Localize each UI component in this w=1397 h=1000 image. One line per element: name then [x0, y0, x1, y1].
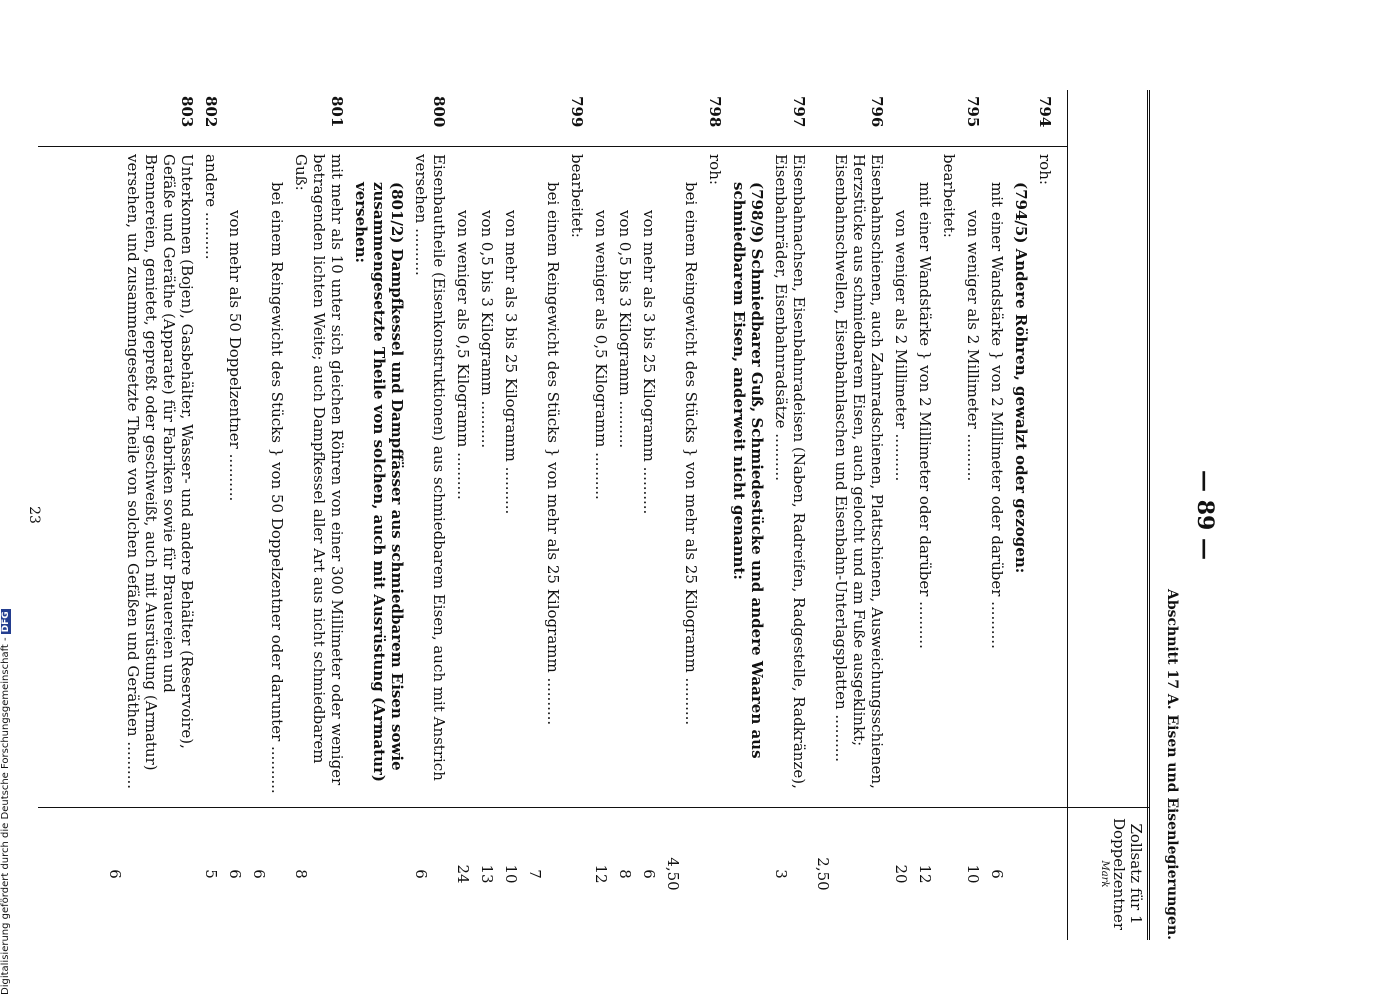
table-row [934, 90, 958, 940]
duty-column-header [1068, 807, 1150, 940]
tariff-description: (794/5) Andere Röhren, gewalzt oder gezogen: [1012, 182, 1030, 574]
duty-rate: 5 [202, 869, 220, 879]
table-row [448, 90, 472, 940]
table-row [346, 90, 406, 940]
table-row [634, 90, 658, 940]
table-row [808, 90, 886, 940]
page-header [1158, 90, 1218, 940]
table-row [658, 90, 700, 940]
table-row [406, 90, 448, 940]
duty-rate: 10 [964, 864, 982, 884]
table-row [886, 90, 910, 940]
tariff-description: von mehr als 50 Doppelzentner .......... [226, 210, 244, 502]
tariff-description: von weniger als 2 Millimeter .......... [964, 210, 982, 482]
duty-rate: 10 [502, 864, 520, 884]
tariff-description: mit einer Wandstärke } von 2 Millimeter oder darüber .......... [988, 182, 1006, 649]
tariff-description: mit mehr als 10 unter sich gleichen Röhren von einer 300 Millimeter oder weniger betragenden lichten Weite; auch Dampfkessel aller Art aus nicht schmiedbarem Guß: [292, 154, 346, 786]
tariff-number: 800 [430, 96, 448, 128]
duty-rate: 20 [892, 864, 910, 884]
tariff-number: 795 [964, 96, 982, 128]
tariff-description: Eisenbautheile (Eisenkonstruktionen) aus schmiedbarem Eisen, auch mit Anstrich versehen .......... [412, 154, 448, 781]
tariff-number: 803 [178, 96, 196, 128]
table-row [586, 90, 610, 940]
duty-column-label: Zollsatz für 1 Doppelzentner [1110, 817, 1145, 931]
section-title: Abschnitt 17 A. Eisen und Eisenlegierungen. [1164, 588, 1180, 940]
table-row [958, 90, 982, 940]
tariff-number: 798 [706, 96, 724, 128]
footer-page-number: 23 [26, 506, 42, 524]
tariff-description: (798/9) Schmiedbarer Guß, Schmiedestücke und andere Waaren aus schmiedbarem Eisen, anderweit nicht genannt: [730, 182, 766, 759]
duty-rate: 6 [640, 869, 658, 879]
tariff-number: 794 [1036, 96, 1054, 128]
table-row [700, 90, 724, 940]
table-row [910, 90, 934, 940]
duty-rate: 6 [250, 869, 268, 879]
tariff-description: andere .......... [202, 154, 220, 260]
page-number: — 89 — [1192, 470, 1218, 560]
tariff-description: (801/2) Dampfkessel und Dampffässer aus schmiedbarem Eisen sowie zusammengesetzte Theile von solchen, auch mit Ausrüstung (Armatur) versehen: [352, 182, 406, 783]
duty-rate: 6 [988, 869, 1006, 879]
table-row [1006, 90, 1030, 940]
tariff-description: bearbeitet: [940, 154, 958, 238]
duty-rate: 13 [478, 864, 496, 884]
tariff-description: von 0,5 bis 3 Kilogramm .......... [478, 210, 496, 449]
tariff-description: Unterkonnen (Bojen), Gasbehälter, Wasser- und andere Behälter (Reservoire), Gefäße und Geräthe (Apparate) für Fabriken sowie für Brauereien und Brennereien, genietet, gepreßt oder geschweißt, auch mit Ausrüstung (Armatur) versehen, und zusammengesetzte Theile von solchen Gefäßen und Geräthen .......... [124, 154, 196, 789]
column-header-rule [1067, 90, 1068, 940]
tariff-number: 796 [868, 96, 886, 128]
duty-rate: 12 [916, 864, 934, 884]
table-row [286, 90, 346, 940]
tariff-number: 802 [202, 96, 220, 128]
tariff-number: 801 [328, 96, 346, 128]
table-row [766, 90, 808, 940]
table-row [196, 90, 220, 940]
duty-rate: 8 [616, 869, 634, 879]
tariff-description: von weniger als 2 Millimeter .......... [892, 210, 910, 482]
duty-rate: 6 [412, 869, 430, 879]
table-row [520, 90, 562, 940]
tariff-number: 799 [568, 96, 586, 128]
tariff-description: von mehr als 3 bis 25 Kilogramm .......... [502, 210, 520, 515]
tariff-description: bei einem Reingewicht des Stücks } von mehr als 25 Kilogramm .......... [544, 182, 562, 726]
table-row [562, 90, 586, 940]
tariff-description: Eisenbahnachsen, Eisenbahnradeisen (Naben, Radreifen, Radgestelle, Radkränze), Eisenbahnräder, Eisenbahnradsätze .......... [772, 154, 808, 789]
rotated-page [16, 90, 1226, 940]
table-row [724, 90, 766, 940]
tariff-description: bearbeitet: [568, 154, 586, 238]
tariff-description: bei einem Reingewicht des Stücks } von 50 Doppelzentner oder darunter .......... [268, 182, 286, 794]
digitization-note-text: Digitalisierung gefördert durch die Deutsche Forschungsgemeinschaft - [0, 637, 11, 995]
tariff-description: roh: [706, 154, 724, 185]
table-row [472, 90, 496, 940]
table-row [982, 90, 1006, 940]
table-row [220, 90, 244, 940]
tariff-description: von weniger als 0,5 Kilogramm .......... [454, 210, 472, 500]
duty-rate: 24 [454, 864, 472, 884]
duty-rate: 7 [526, 869, 544, 879]
tariff-description: bei einem Reingewicht des Stücks } von mehr als 25 Kilogramm .......... [682, 182, 700, 726]
dfg-logo: DFG [1, 611, 11, 633]
table-row [100, 90, 196, 940]
tariff-description: von weniger als 0,5 Kilogramm .......... [592, 210, 610, 500]
duty-rate: 6 [226, 869, 244, 879]
tariff-description: von mehr als 3 bis 25 Kilogramm .......... [640, 210, 658, 515]
tariff-number: 797 [790, 96, 808, 128]
table-row [610, 90, 634, 940]
tariff-description: roh: [1036, 154, 1054, 185]
table-row [1030, 90, 1054, 940]
tariff-description: mit einer Wandstärke } von 2 Millimeter oder darüber .......... [916, 182, 934, 649]
duty-rate: 12 [592, 864, 610, 884]
tariff-description: von 0,5 bis 3 Kilogramm .......... [616, 210, 634, 449]
duty-rate: 3 [772, 869, 790, 879]
duty-rate: 8 [292, 869, 310, 879]
duty-rate: 4,50 [664, 857, 682, 891]
duty-rate: 6 [106, 869, 124, 879]
duty-rate: 2,50 [814, 857, 832, 891]
duty-column-unit: Mark [1099, 860, 1110, 888]
digitization-note [0, 609, 11, 995]
table-row [496, 90, 520, 940]
tariff-description: Eisenbahnschienen, auch Zahnradschienen, Plattschienen, Ausweichungsschienen, Herzstücke aus schmiedbarem Eisen, auch gelocht und am Fuße ausgeklinkt; Eisenbahnschwellen, Eisenbahnlaschen und Eisenbahn-Unterlagsplatten .......... [832, 154, 886, 789]
table-row [244, 90, 286, 940]
